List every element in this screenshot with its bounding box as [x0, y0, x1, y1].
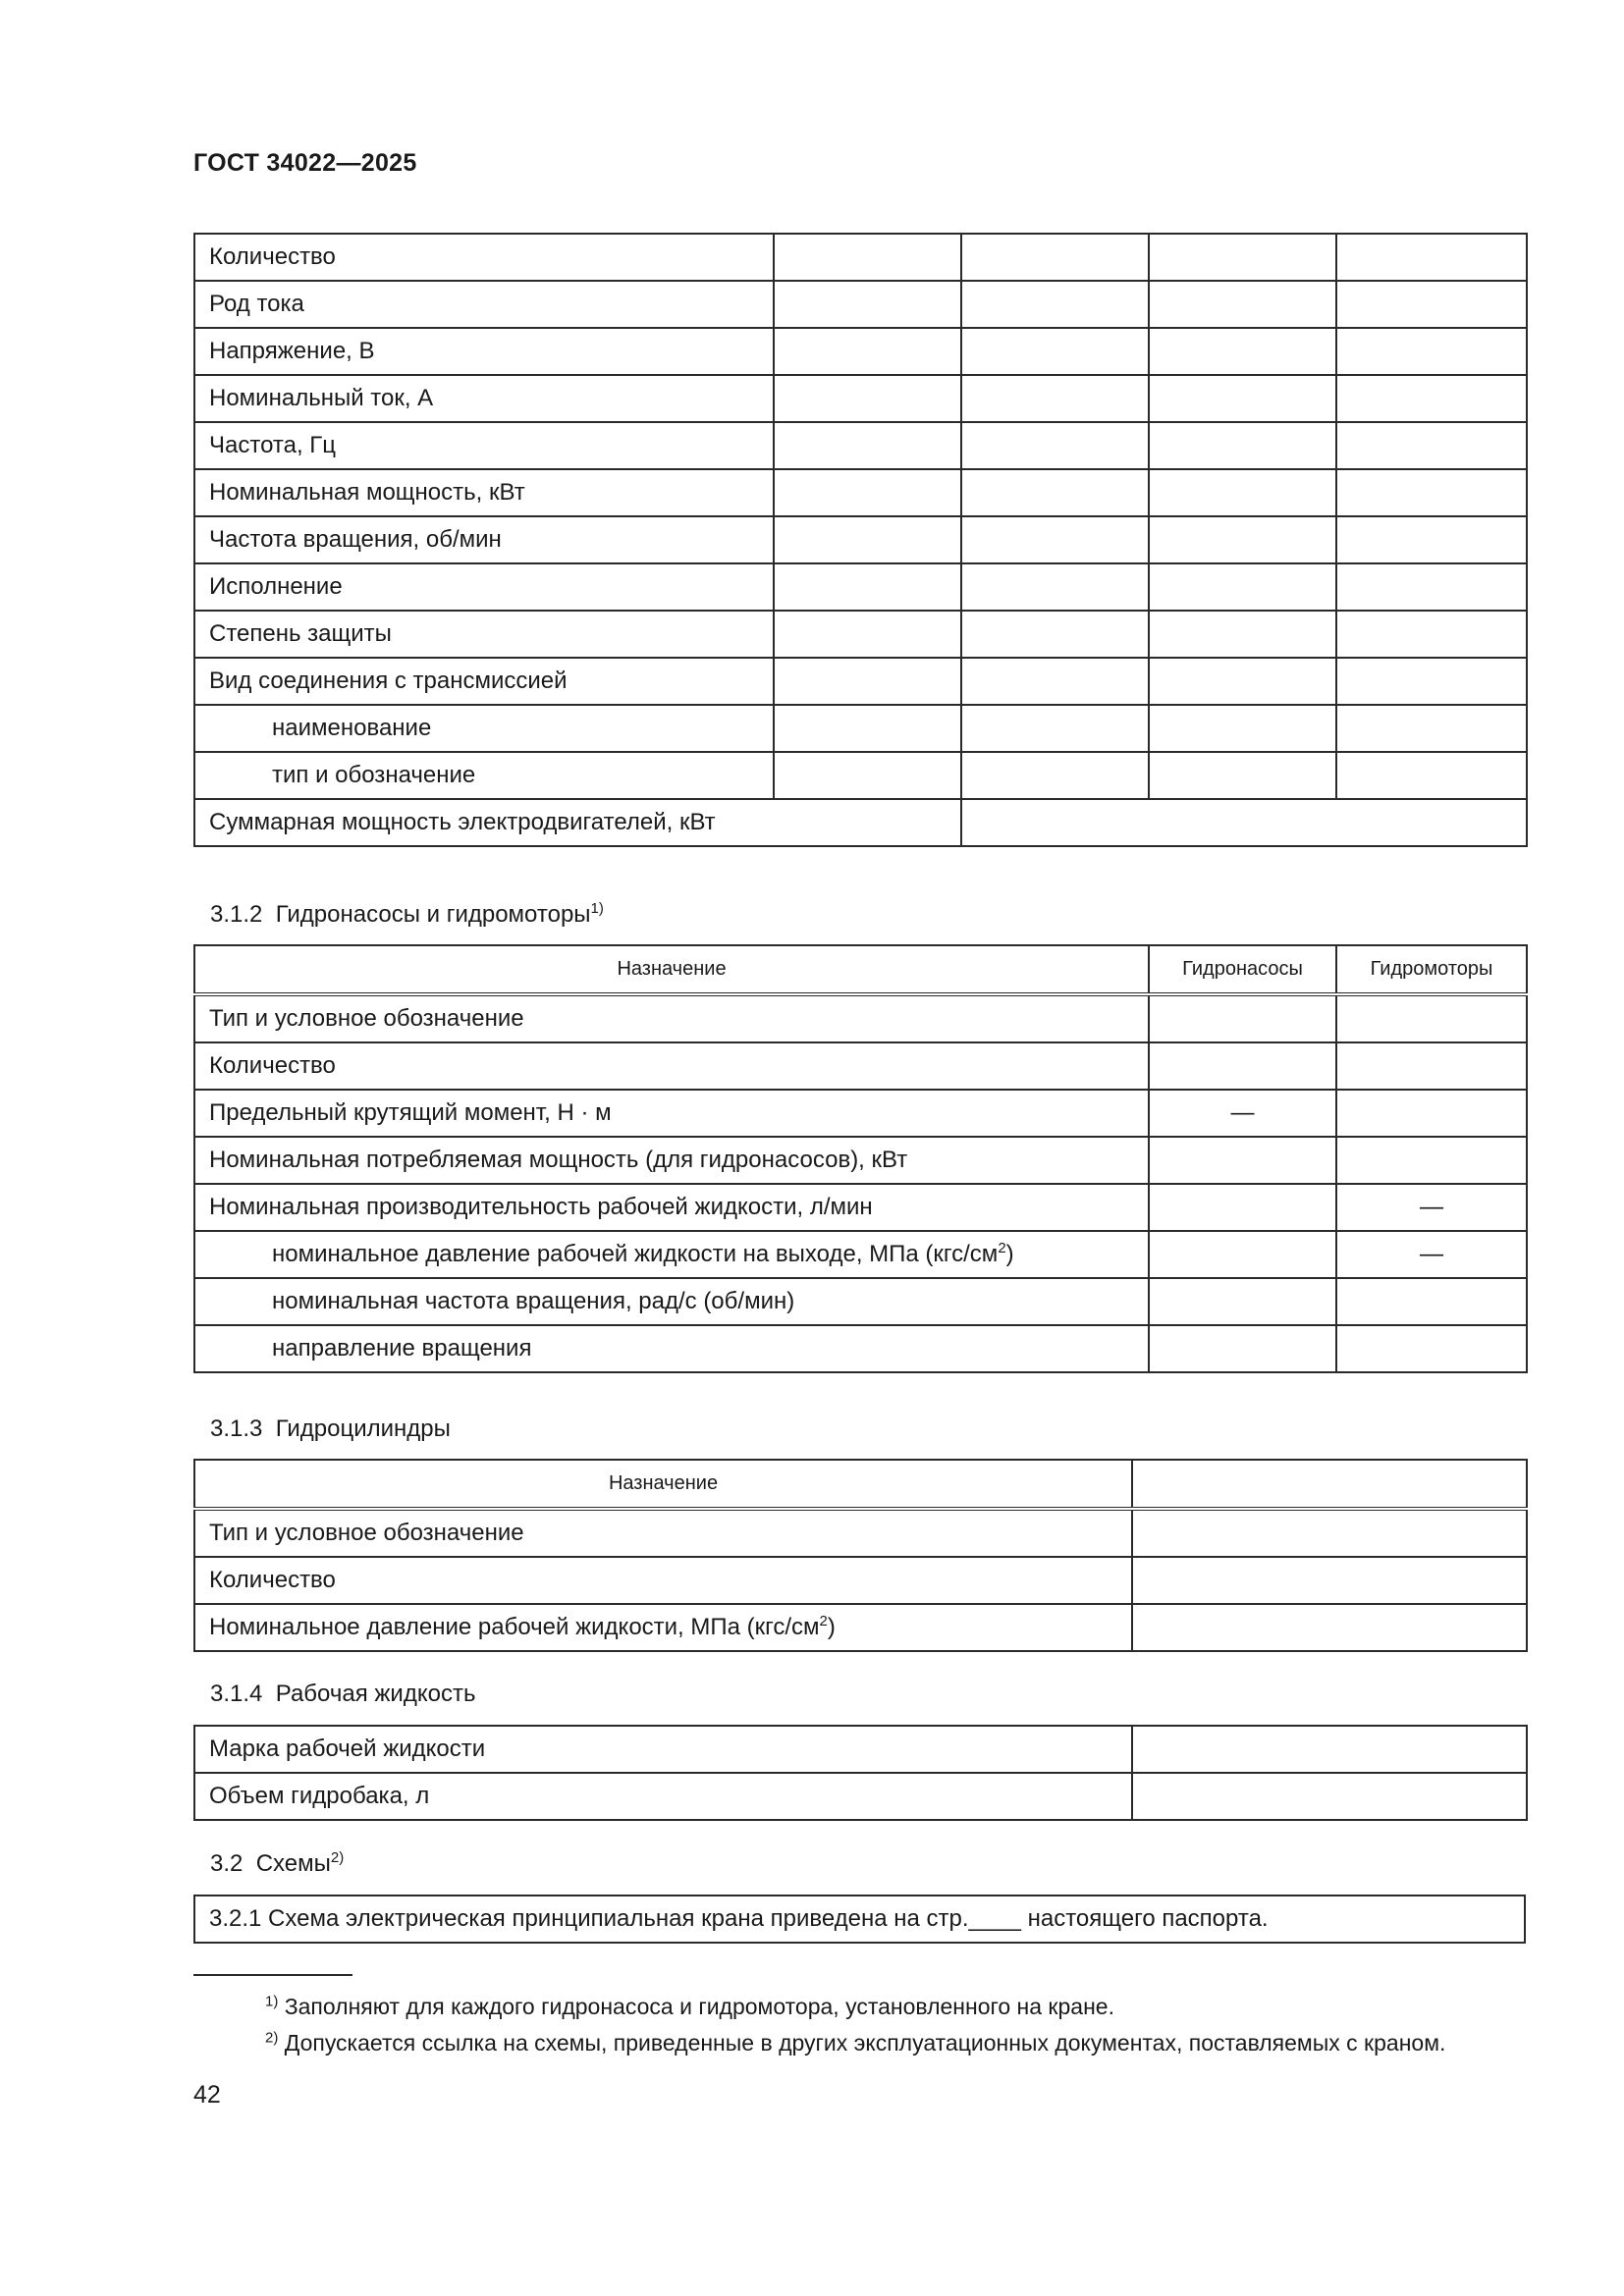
table-row	[194, 1278, 1527, 1325]
value-cell	[774, 469, 961, 516]
value-cell	[1149, 563, 1336, 611]
row-label: наименование	[194, 705, 774, 752]
row-label: Объем гидробака, л	[194, 1773, 1132, 1820]
value-cell	[1149, 658, 1336, 705]
row-label: Номинальный ток, А	[194, 375, 774, 422]
table-row	[194, 752, 1527, 799]
table-row	[194, 1773, 1527, 1820]
value-cell	[1132, 1726, 1527, 1773]
table-row	[194, 563, 1527, 611]
footnote-1: $^{1)}$ Заполняют для каждого гидронасоса и гидромотора, установленного на кране.	[265, 1993, 1114, 2019]
value-cell	[774, 752, 961, 799]
table-row	[194, 1726, 1527, 1773]
column-header-pumps: Гидронасосы	[1149, 945, 1336, 994]
schemes-item-box	[193, 1895, 1526, 1944]
pumps-value	[1149, 1231, 1336, 1278]
section-3-2-title: 3.2 Схемы$^{2)}$	[210, 1849, 345, 1877]
row-label: Номинальное давление рабочей жидкости, МПа $(кгс/см^2)$	[194, 1604, 1132, 1651]
pumps-value	[1149, 1137, 1336, 1184]
row-label: Частота вращения, об/мин	[194, 516, 774, 563]
value-cell	[774, 516, 961, 563]
row-label: Количество	[194, 1557, 1132, 1604]
value-cell	[961, 705, 1149, 752]
value-cell	[1336, 328, 1527, 375]
table-row	[194, 658, 1527, 705]
scheme-item-text: 3.2.1 Схема электрическая принципиальная крана приведена на стр.____ настоящего паспорта.	[209, 1905, 1269, 1932]
value-cell	[774, 422, 961, 469]
row-label: Номинальная потребляемая мощность (для гидронасосов), кВт	[194, 1137, 1149, 1184]
pumps-value	[1149, 1278, 1336, 1325]
motor-table	[193, 233, 1528, 847]
value-cell	[1336, 705, 1527, 752]
value-cell	[1149, 516, 1336, 563]
row-label: Номинальная мощность, кВт	[194, 469, 774, 516]
row-label: Род тока	[194, 281, 774, 328]
table-header-row	[194, 945, 1527, 994]
row-label: Тип и условное обозначение	[194, 1509, 1132, 1557]
value-cell	[961, 281, 1149, 328]
pumps-value: —	[1149, 1090, 1336, 1137]
table-row	[194, 1042, 1527, 1090]
column-header-motors: Гидромоторы	[1336, 945, 1527, 994]
motors-value	[1336, 1042, 1527, 1090]
value-cell	[774, 375, 961, 422]
row-label: Марка рабочей жидкости	[194, 1726, 1132, 1773]
table-row	[194, 611, 1527, 658]
motors-value	[1336, 1325, 1527, 1372]
table-row	[194, 328, 1527, 375]
row-label: Тип и условное обозначение	[194, 994, 1149, 1042]
column-header-purpose: Назначение	[194, 1460, 1132, 1509]
row-label: Исполнение	[194, 563, 774, 611]
value-cell	[961, 516, 1149, 563]
section-3-1-4-title: 3.1.4 Рабочая жидкость	[210, 1681, 476, 1707]
value-cell	[1149, 281, 1336, 328]
page-number: 42	[193, 2081, 221, 2109]
value-cell	[1336, 611, 1527, 658]
pumps-value	[1149, 1325, 1336, 1372]
value-cell	[1336, 469, 1527, 516]
table-row	[194, 1509, 1527, 1557]
value-cell	[961, 563, 1149, 611]
table-row	[194, 469, 1527, 516]
table-row	[194, 1231, 1527, 1278]
motors-value	[1336, 1137, 1527, 1184]
value-cell	[774, 563, 961, 611]
value-cell	[774, 705, 961, 752]
value-cell	[961, 752, 1149, 799]
pumps-value	[1149, 1042, 1336, 1090]
value-cell	[961, 375, 1149, 422]
row-label: номинальная частота вращения, рад/с (об/мин)	[194, 1278, 1149, 1325]
row-label: направление вращения	[194, 1325, 1149, 1372]
value-cell	[1132, 1773, 1527, 1820]
hydraulic-pumps-motors-table	[193, 944, 1528, 1373]
value-cell	[1336, 658, 1527, 705]
value-cell	[1149, 328, 1336, 375]
value-cell	[774, 328, 961, 375]
footnote-2: $^{2)}$ Допускается ссылка на схемы, приведенные в других эксплуатационных документах, поставляемых с краном.	[265, 2029, 1446, 2056]
table-row	[194, 1325, 1527, 1372]
column-header-purpose: Назначение	[194, 945, 1149, 994]
value-cell	[961, 611, 1149, 658]
value-cell	[1149, 752, 1336, 799]
working-fluid-table	[193, 1725, 1528, 1821]
motors-value	[1336, 994, 1527, 1042]
value-cell	[1149, 469, 1336, 516]
value-cell	[1336, 375, 1527, 422]
table-header-row	[194, 1460, 1527, 1509]
table-row	[194, 234, 1527, 281]
row-label: Предельный крутящий момент, Н · м	[194, 1090, 1149, 1137]
row-label: номинальное давление рабочей жидкости на выходе, МПа $(кгс/см^2)$	[194, 1231, 1149, 1278]
value-cell	[1132, 1604, 1527, 1651]
row-label: Частота, Гц	[194, 422, 774, 469]
hydraulic-cylinders-table	[193, 1459, 1528, 1652]
table-row	[194, 375, 1527, 422]
value-cell	[961, 422, 1149, 469]
table-row	[194, 1557, 1527, 1604]
section-3-1-2-title: 3.1.2 Гидронасосы и гидромоторы$^{1)}$	[210, 900, 604, 928]
value-cell	[1149, 234, 1336, 281]
value-cell	[961, 234, 1149, 281]
row-label: Количество	[194, 1042, 1149, 1090]
value-cell	[774, 234, 961, 281]
value-cell	[1132, 1557, 1527, 1604]
value-cell	[1336, 281, 1527, 328]
table-row	[194, 516, 1527, 563]
total-power-value	[961, 799, 1527, 846]
motors-value: —	[1336, 1231, 1527, 1278]
total-power-row	[194, 799, 1527, 846]
footnote-divider	[193, 1974, 352, 1976]
value-cell	[961, 658, 1149, 705]
table-row	[194, 422, 1527, 469]
table-row	[194, 1137, 1527, 1184]
value-cell	[774, 611, 961, 658]
row-label: Количество	[194, 234, 774, 281]
section-3-1-3-title: 3.1.3 Гидроцилиндры	[210, 1415, 451, 1442]
total-power-label: Суммарная мощность электродвигателей, кВт	[194, 799, 961, 846]
value-cell	[1336, 516, 1527, 563]
value-cell	[774, 281, 961, 328]
table-row	[194, 1184, 1527, 1231]
row-label: Номинальная производительность рабочей жидкости, л/мин	[194, 1184, 1149, 1231]
pumps-value	[1149, 1184, 1336, 1231]
value-cell	[1132, 1509, 1527, 1557]
motors-value: —	[1336, 1184, 1527, 1231]
table-row	[194, 994, 1527, 1042]
value-cell	[1149, 422, 1336, 469]
value-cell	[1336, 422, 1527, 469]
value-cell	[1336, 752, 1527, 799]
value-cell	[1149, 705, 1336, 752]
value-cell	[961, 469, 1149, 516]
table-row	[194, 1604, 1527, 1651]
value-cell	[1132, 1460, 1527, 1509]
motors-value	[1336, 1090, 1527, 1137]
table-row	[194, 281, 1527, 328]
document-header: ГОСТ 34022—2025	[193, 149, 417, 177]
table-row	[194, 1090, 1527, 1137]
row-label: Вид соединения с трансмиссией	[194, 658, 774, 705]
row-label: Степень защиты	[194, 611, 774, 658]
row-label: тип и обозначение	[194, 752, 774, 799]
value-cell	[961, 328, 1149, 375]
row-label: Напряжение, В	[194, 328, 774, 375]
pumps-value	[1149, 994, 1336, 1042]
value-cell	[774, 658, 961, 705]
motors-value	[1336, 1278, 1527, 1325]
value-cell	[1336, 234, 1527, 281]
value-cell	[1149, 375, 1336, 422]
table-row	[194, 705, 1527, 752]
value-cell	[1149, 611, 1336, 658]
value-cell	[1336, 563, 1527, 611]
